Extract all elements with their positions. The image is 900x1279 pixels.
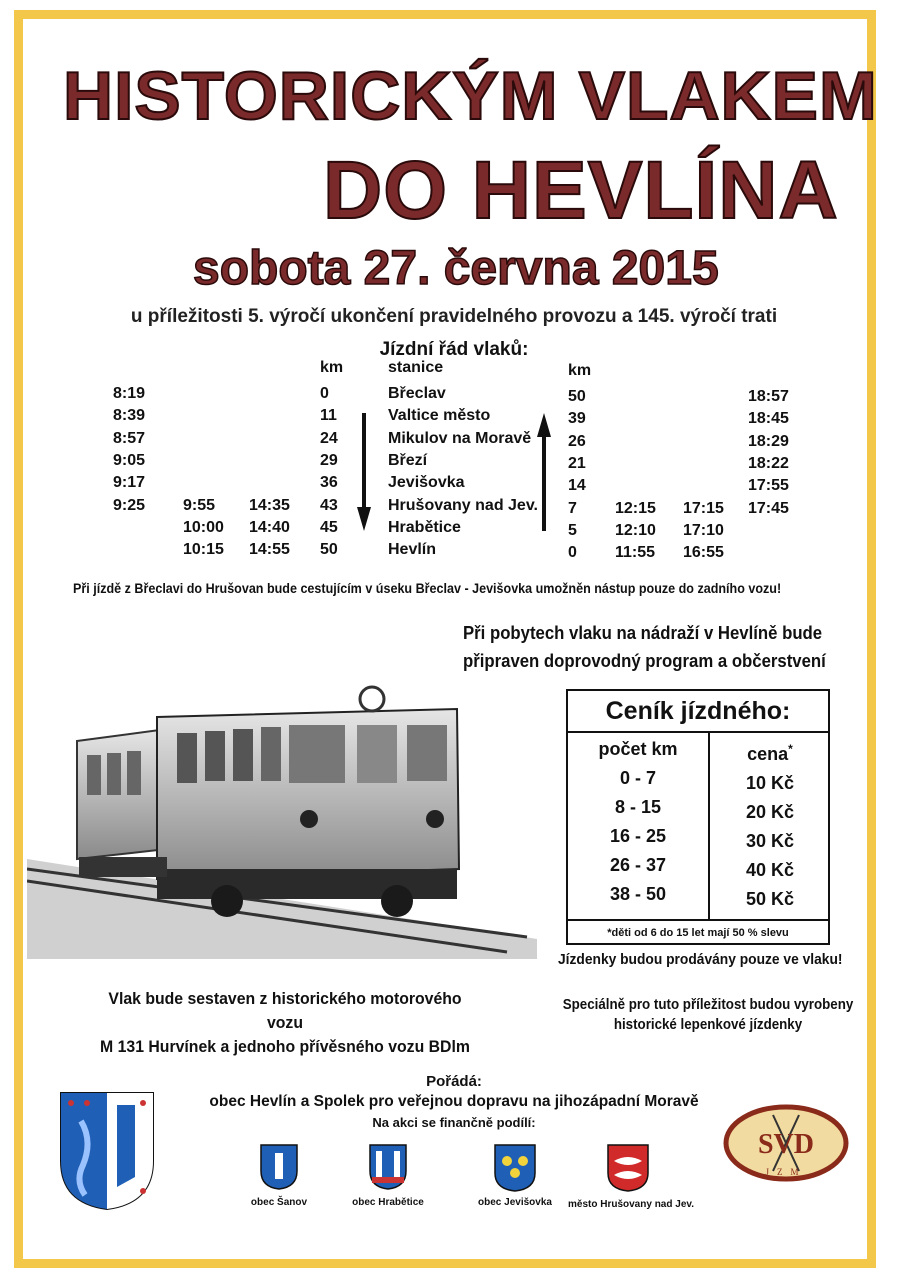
timetable-cell-station: Hevlín [388,541,437,559]
poster-title-line1: HISTORICKÝM VLAKEM [63,58,878,134]
program-note [463,619,826,675]
price-list-title: Ceník jízdného: [568,691,828,733]
timetable-cell-km: 0 [320,385,329,402]
timetable-cell-t2: 9:55 [183,496,216,514]
timetable-cell-kmb: 5 [568,521,577,539]
timetable-cell-kmb: 50 [568,388,586,405]
municipality-label-1: obec Hrabětice [352,1197,424,1208]
timetable-cell-kmb: 39 [568,410,586,428]
price-km-range: 26 - 37 [609,855,667,875]
price-rows [710,769,830,914]
occasion-text: u příležitosti 5. výročí ukončení pravidelného provozu a 145. výročí trati [130,306,778,327]
price-list [566,689,830,945]
km-back-header: km [568,362,592,379]
price-amount: 10 Kč [745,773,795,793]
municipality-label-3: město Hrušovany nad Jev. [568,1199,694,1210]
timetable-cell-station: Hrabětice [388,518,461,536]
special-note-line2: historické lepenkové jízdenky [613,1017,803,1033]
price-column-header [710,735,830,769]
timetable-cell-t2: 10:00 [183,518,224,536]
timetable-cell-km: 11 [320,407,337,425]
timetable-cell-km: 29 [320,451,338,469]
timetable-cell-station: Jevišovka [388,474,465,492]
hrabetice-emblem-icon [368,1143,408,1191]
timetable-cell-t1: 9:25 [113,496,146,514]
tickets-note: Jízdenky budou prodávány pouze ve vlaku! [558,951,843,968]
arrow-up-icon [535,411,553,533]
timetable-cell-b3: 18:22 [748,454,789,472]
sanov-emblem-icon [259,1143,299,1191]
timetable-cell-station: Valtice město [388,407,491,425]
timetable-cell-b3: 18:57 [748,388,789,405]
km-out-header: km [320,359,344,376]
price-amount: 30 Kč [745,831,795,851]
timetable-cell-station: Mikulov na Moravě [388,429,532,447]
price-km-range: 16 - 25 [609,826,667,846]
program-note-line1: Při pobytech vlaku na nádraží v Hevlíně bude [463,623,823,643]
timetable-cell-kmb: 7 [568,499,577,517]
boarding-note: Při jízdě z Břeclavi do Hrušovan bude cestujícím v úseku Břeclav - Jevišovka umožněn nástup pouze do zadního vozu! [73,581,782,596]
km-rows [568,764,708,909]
timetable-cell-b1: 12:15 [615,499,656,517]
arrow-down-icon [355,411,373,533]
support-label: Na akci se finančně podílí: [372,1115,536,1130]
price-km-range: 38 - 50 [609,884,667,904]
poster-title-line2: DO HEVLÍNA [323,145,839,236]
hevlin-coat-of-arms-icon [59,1091,155,1211]
timetable-cell-t3: 14:40 [249,518,290,536]
historic-railcar-photo [27,669,537,959]
price-footnote: *děti od 6 do 15 let mají 50 % slevu [568,919,828,947]
timetable-cell-b3: 17:55 [748,477,789,495]
timetable-cell-station: Březí [388,451,428,469]
timetable-cell-b3: 18:29 [748,432,789,450]
vehicle-note-line2: M 131 Hurvínek a jednoho přívěsného vozu BDlm [100,1037,470,1056]
special-tickets-note [556,995,860,1035]
price-km-range: 0 - 7 [619,768,657,788]
timetable-cell-b1: 11:55 [615,544,656,562]
timetable-cell-station: Břeclav [388,385,446,402]
schedule-title: Jízdní řád vlaků: [379,339,529,360]
timetable-cell-kmb: 26 [568,432,586,450]
timetable-cell-km: 45 [320,518,338,536]
event-date: sobota 27. června 2015 [193,242,719,295]
timetable-cell-t3: 14:55 [249,541,290,559]
jevisovka-emblem-icon [493,1143,537,1193]
price-value-column [710,735,830,914]
timetable-cell-kmb: 21 [568,454,586,472]
timetable-cell-kmb: 0 [568,544,577,562]
km-column-header: počet km [598,739,678,759]
municipality-label-0: obec Šanov [250,1197,308,1208]
timetable-cell-km: 43 [320,496,338,514]
price-km-column [568,735,708,909]
timetable-cell-kmb: 14 [568,477,586,495]
timetable-cell-km: 36 [320,474,338,492]
timetable-cell-km: 24 [320,429,338,447]
timetable-cell-b1: 12:10 [615,521,656,539]
station-header: stanice [388,359,444,376]
timetable-cell-t1: 8:57 [113,429,146,447]
timetable-cell-t3: 14:35 [249,496,290,514]
timetable-cell-t1: 8:19 [113,385,146,402]
municipality-label-2: obec Jevišovka [478,1197,552,1208]
timetable-cell-t2: 10:15 [183,541,224,559]
timetable-cell-km: 50 [320,541,338,559]
timetable-cell-t1: 9:17 [113,474,146,492]
timetable [23,19,885,579]
price-amount: 20 Kč [745,802,795,822]
organizer-label: Pořádá: [426,1073,482,1090]
hrusovany-emblem-icon [606,1143,650,1193]
timetable-cell-b3: 17:45 [748,499,789,517]
timetable-cell-b2: 17:10 [683,521,724,539]
timetable-cell-b3: 18:45 [748,410,789,428]
timetable-cell-t1: 8:39 [113,407,146,425]
program-note-line2: připraven doprovodný program a občerstvení [463,651,826,671]
jzm-logo-text: JZM [765,1167,807,1177]
timetable-cell-b2: 17:15 [683,499,724,517]
timetable-cell-b2: 16:55 [683,544,724,562]
price-amount: 40 Kč [745,860,795,880]
timetable-cell-t1: 9:05 [113,451,146,469]
price-column-label: cena [747,744,789,764]
organizer-names: obec Hevlín a Spolek pro veřejnou dopravu na jihozápadní Moravě [209,1093,699,1110]
svd-jzm-logo [723,1103,849,1183]
svd-logo-text: SVD [757,1129,815,1160]
vehicle-note-line1: Vlak bude sestaven z historického motorového vozu [108,989,462,1032]
poster-frame [14,10,876,1268]
special-note-line1: Speciálně pro tuto příležitost budou vyrobeny [562,997,854,1013]
timetable-cell-station: Hrušovany nad Jev. [388,496,538,514]
price-amount: 50 Kč [745,889,795,909]
vehicle-note [90,987,481,1059]
price-asterisk: * [788,742,793,756]
price-km-range: 8 - 15 [614,797,662,817]
